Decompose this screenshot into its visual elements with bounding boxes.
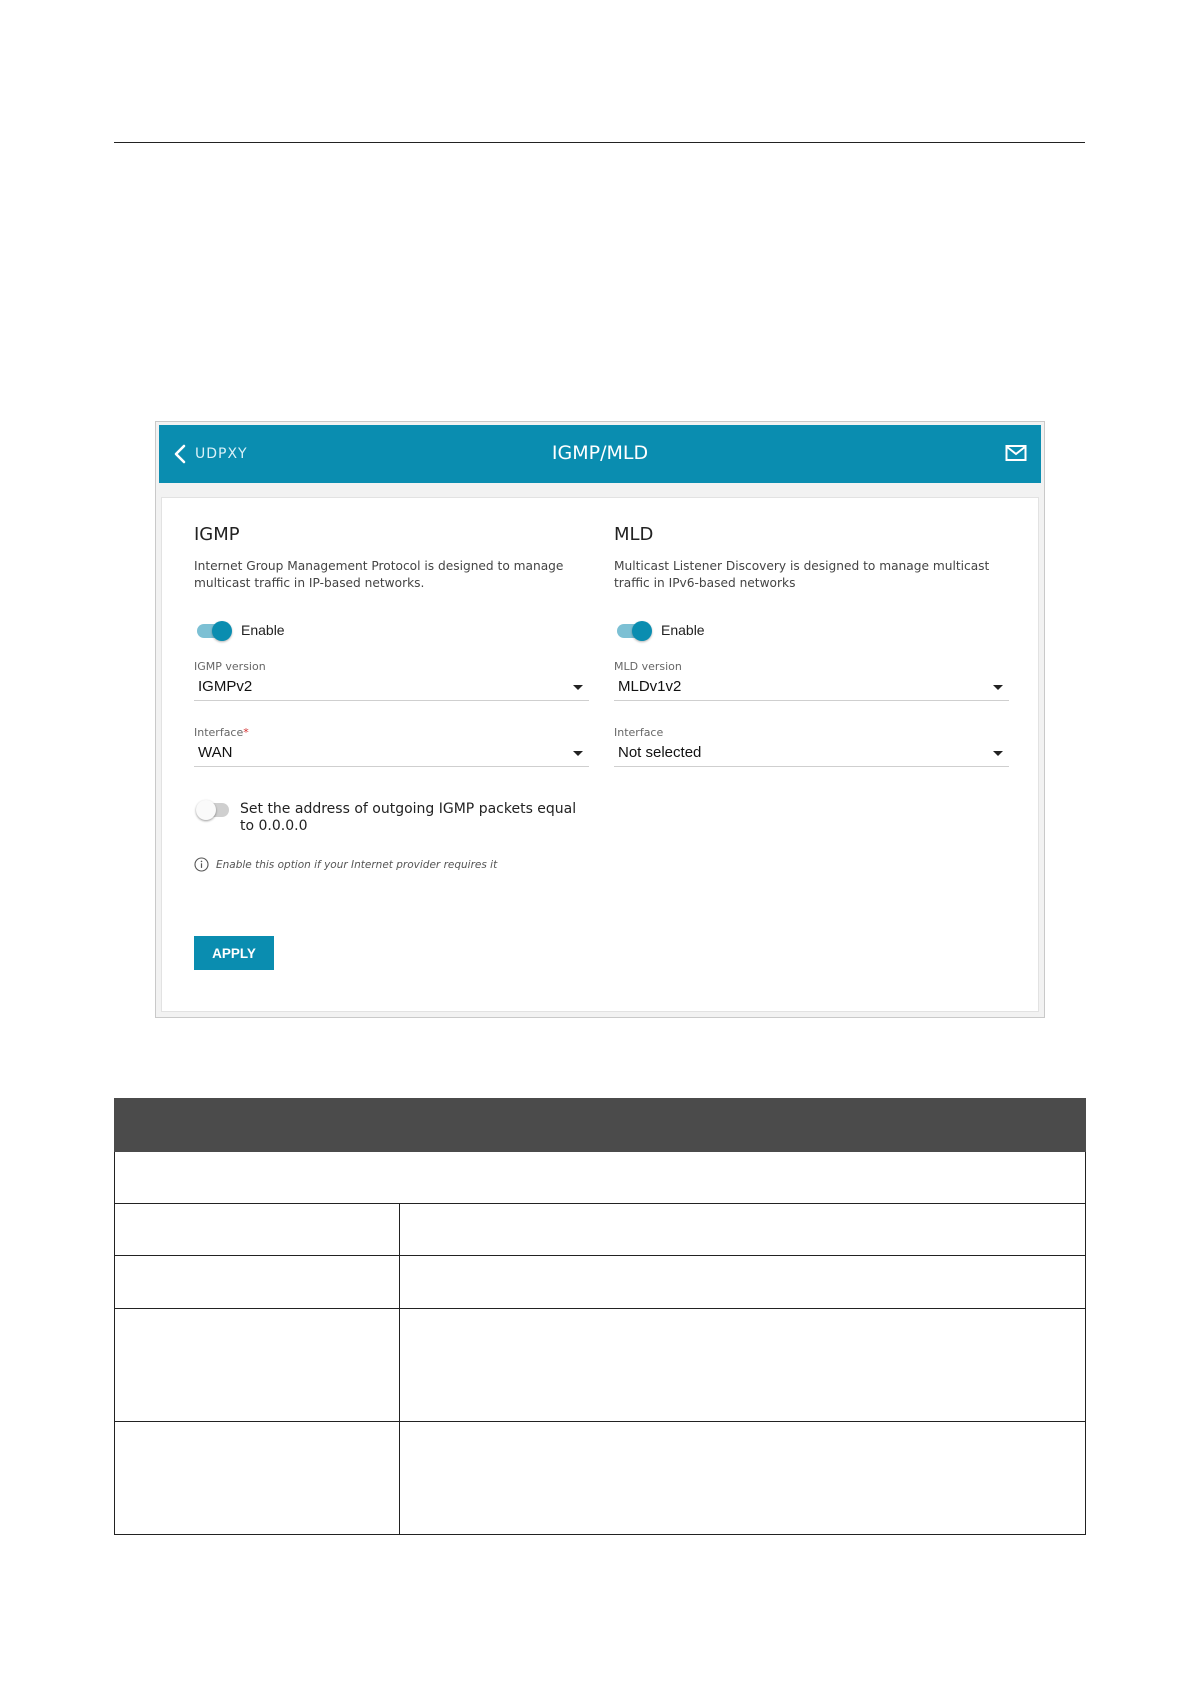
table-header-cell bbox=[115, 1099, 1086, 1152]
mld-enable-label: Enable bbox=[661, 622, 705, 638]
mld-version-value: MLDv1v2 bbox=[618, 678, 682, 695]
top-rule bbox=[114, 142, 1085, 143]
igmp-title: IGMP bbox=[194, 524, 240, 545]
mld-version-select[interactable] bbox=[614, 674, 1009, 701]
settings-panel bbox=[161, 497, 1039, 1012]
hint-row bbox=[194, 857, 497, 872]
igmp-enable-label: Enable bbox=[241, 622, 285, 638]
igmp-mld-screenshot bbox=[155, 421, 1045, 1018]
table-row bbox=[115, 1204, 1086, 1256]
igmp-interface-select[interactable] bbox=[194, 740, 589, 767]
table-cell bbox=[115, 1256, 400, 1309]
mld-interface-value: Not selected bbox=[618, 744, 702, 761]
igmp-enable-toggle[interactable] bbox=[197, 624, 229, 638]
caret-down-icon bbox=[573, 685, 583, 690]
igmp-description: Internet Group Management Protocol is designed to manage multicast traffic in IP-based networks. bbox=[194, 559, 564, 590]
table-cell bbox=[115, 1422, 400, 1535]
table-row bbox=[115, 1309, 1086, 1422]
page-title: IGMP/MLD bbox=[551, 442, 649, 464]
table-cell bbox=[400, 1256, 1086, 1309]
table-cell bbox=[115, 1152, 1086, 1204]
table-cell bbox=[400, 1309, 1086, 1422]
table-cell bbox=[115, 1309, 400, 1422]
mld-description: Multicast Listener Discovery is designed to manage multicast traffic in IPv6-based networks bbox=[614, 559, 990, 590]
igmp-version-select[interactable] bbox=[194, 674, 589, 701]
toggle-knob bbox=[196, 800, 216, 820]
caret-down-icon bbox=[993, 751, 1003, 756]
mld-enable-toggle[interactable] bbox=[617, 624, 649, 638]
igmp-version-label: IGMP version bbox=[194, 660, 266, 673]
zero-address-label: Set the address of outgoing IGMP packets equal to 0.0.0.0 bbox=[240, 801, 577, 834]
hint-text: Enable this option if your Internet provider requires it bbox=[216, 858, 498, 871]
caret-down-icon bbox=[573, 751, 583, 756]
table-cell bbox=[400, 1204, 1086, 1256]
mld-title: MLD bbox=[614, 524, 654, 545]
table-row bbox=[115, 1422, 1086, 1535]
table-row bbox=[115, 1256, 1086, 1309]
caret-down-icon bbox=[993, 685, 1003, 690]
required-mark: * bbox=[243, 726, 249, 739]
table-header-row bbox=[115, 1099, 1086, 1152]
mail-icon[interactable] bbox=[1005, 444, 1027, 462]
table-cell bbox=[400, 1422, 1086, 1535]
toggle-knob bbox=[212, 621, 232, 641]
toggle-knob bbox=[632, 621, 652, 641]
mld-version-label: MLD version bbox=[614, 660, 682, 673]
mld-interface-select[interactable] bbox=[614, 740, 1009, 767]
back-label: UDPXY bbox=[195, 446, 248, 462]
igmp-version-value: IGMPv2 bbox=[198, 678, 253, 695]
page-header bbox=[159, 425, 1041, 483]
mld-interface-label: Interface bbox=[614, 726, 664, 739]
info-icon bbox=[194, 857, 209, 872]
table-section-row bbox=[115, 1152, 1086, 1204]
igmp-interface-value: WAN bbox=[198, 744, 233, 761]
table-cell bbox=[115, 1204, 400, 1256]
parameters-table bbox=[114, 1098, 1086, 1535]
zero-address-toggle[interactable] bbox=[197, 803, 229, 817]
igmp-interface-label: Interface* bbox=[194, 726, 249, 739]
apply-button[interactable]: APPLY bbox=[194, 936, 274, 970]
